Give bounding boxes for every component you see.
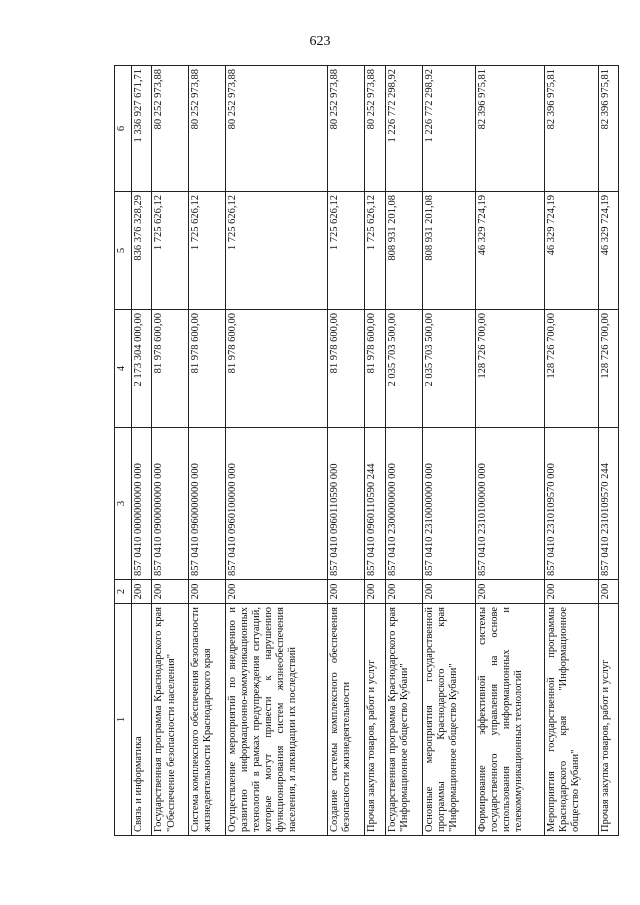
row-executed: 1 725 626,12 [189, 192, 226, 310]
row-name: Прочая закупка товаров, работ и услуг [365, 604, 385, 836]
row-name: Мероприятия государственной программы Краснодарского края "Информационное общество Кубани" [545, 604, 598, 836]
table-row [152, 66, 189, 836]
page-number: 623 [309, 34, 331, 49]
table-row [475, 66, 545, 836]
row-approved: 128 726 700,00 [475, 310, 545, 428]
row-approved: 128 726 700,00 [545, 310, 598, 428]
row-remaining: 80 252 973,88 [328, 66, 365, 192]
row-line-code: 200 [189, 580, 226, 604]
budget-table [114, 65, 619, 836]
row-executed: 1 725 626,12 [226, 192, 328, 310]
row-remaining: 82 396 975,81 [545, 66, 598, 192]
table-row [385, 66, 422, 836]
row-executed: 808 931 201,08 [385, 192, 422, 310]
row-approved: 81 978 600,00 [365, 310, 385, 428]
row-approved: 81 978 600,00 [328, 310, 365, 428]
row-line-code: 200 [598, 580, 619, 604]
row-executed: 46 329 724,19 [598, 192, 619, 310]
table-row [598, 66, 619, 836]
row-executed: 1 725 626,12 [328, 192, 365, 310]
row-budget-code: 857 0410 2310109570 000 [545, 428, 598, 580]
row-approved: 81 978 600,00 [189, 310, 226, 428]
row-remaining: 1 336 927 671,71 [132, 66, 152, 192]
row-remaining: 82 396 975,81 [475, 66, 545, 192]
row-remaining: 80 252 973,88 [189, 66, 226, 192]
row-budget-code: 857 0410 0000000000 000 [132, 428, 152, 580]
row-line-code: 200 [475, 580, 545, 604]
row-name: Основные мероприятия государственной программы Краснодарского края "Информационное общество Кубани" [422, 604, 475, 836]
header-col-6: 6 [115, 66, 132, 192]
table-row [132, 66, 152, 836]
row-line-code: 200 [152, 580, 189, 604]
row-budget-code: 857 0410 0900000000 000 [152, 428, 189, 580]
row-name: Государственная программа Краснодарского края "Информационное общество Кубани" [385, 604, 422, 836]
row-remaining: 80 252 973,88 [226, 66, 328, 192]
row-budget-code: 857 0410 2300000000 000 [385, 428, 422, 580]
table-row [328, 66, 365, 836]
row-remaining: 82 396 975,81 [598, 66, 619, 192]
row-executed: 1 725 626,12 [365, 192, 385, 310]
row-remaining: 1 226 772 298,92 [385, 66, 422, 192]
row-remaining: 80 252 973,88 [152, 66, 189, 192]
header-col-3: 3 [115, 428, 132, 580]
row-line-code: 200 [365, 580, 385, 604]
row-approved: 81 978 600,00 [152, 310, 189, 428]
row-executed: 46 329 724,19 [545, 192, 598, 310]
row-name: Прочая закупка товаров, работ и услуг [598, 604, 619, 836]
row-line-code: 200 [545, 580, 598, 604]
row-line-code: 200 [226, 580, 328, 604]
row-name: Осуществление мероприятий по внедрению и развитию информационно-коммуникационных технологий в рамках предупреждения ситуаций, которые могут привести к нарушению функционирования систем жизнеобеспечения населения, и ликвидации их последствий [226, 604, 328, 836]
row-budget-code: 857 0410 0960110590 244 [365, 428, 385, 580]
row-budget-code: 857 0410 0960110590 000 [328, 428, 365, 580]
header-col-5: 5 [115, 192, 132, 310]
row-budget-code: 857 0410 0960100000 000 [226, 428, 328, 580]
row-budget-code: 857 0410 0960000000 000 [189, 428, 226, 580]
table-row [545, 66, 598, 836]
row-approved: 2 173 304 000,00 [132, 310, 152, 428]
table-row [226, 66, 328, 836]
row-name: Государственная программа Краснодарского края "Обеспечение безопасности населения" [152, 604, 189, 836]
row-budget-code: 857 0410 2310109570 244 [598, 428, 619, 580]
row-name: Связь и информатика [132, 604, 152, 836]
row-remaining: 80 252 973,88 [365, 66, 385, 192]
row-approved: 2 035 703 500,00 [385, 310, 422, 428]
row-approved: 81 978 600,00 [226, 310, 328, 428]
table-row [189, 66, 226, 836]
row-name: Система комплексного обеспечения безопасности жизнедеятельности Краснодарского края [189, 604, 226, 836]
row-line-code: 200 [132, 580, 152, 604]
row-line-code: 200 [422, 580, 475, 604]
header-col-1: 1 [115, 604, 132, 836]
row-approved: 2 035 703 500,00 [422, 310, 475, 428]
row-line-code: 200 [328, 580, 365, 604]
row-budget-code: 857 0410 2310100000 000 [475, 428, 545, 580]
table-row [422, 66, 475, 836]
row-name: Создание системы комплексного обеспечения безопасности жизнедеятельности [328, 604, 365, 836]
row-budget-code: 857 0410 2310000000 000 [422, 428, 475, 580]
row-executed: 46 329 724,19 [475, 192, 545, 310]
budget-table-container [114, 66, 619, 836]
row-name: Формирование эффективной системы государственного управления на основе использования информационных и телекоммуникационных технологий [475, 604, 545, 836]
row-executed: 1 725 626,12 [152, 192, 189, 310]
row-approved: 128 726 700,00 [598, 310, 619, 428]
row-remaining: 1 226 772 298,92 [422, 66, 475, 192]
row-line-code: 200 [385, 580, 422, 604]
header-col-4: 4 [115, 310, 132, 428]
table-row [365, 66, 385, 836]
header-col-2: 2 [115, 580, 132, 604]
row-executed: 808 931 201,08 [422, 192, 475, 310]
header-row [115, 66, 132, 836]
row-executed: 836 376 328,29 [132, 192, 152, 310]
